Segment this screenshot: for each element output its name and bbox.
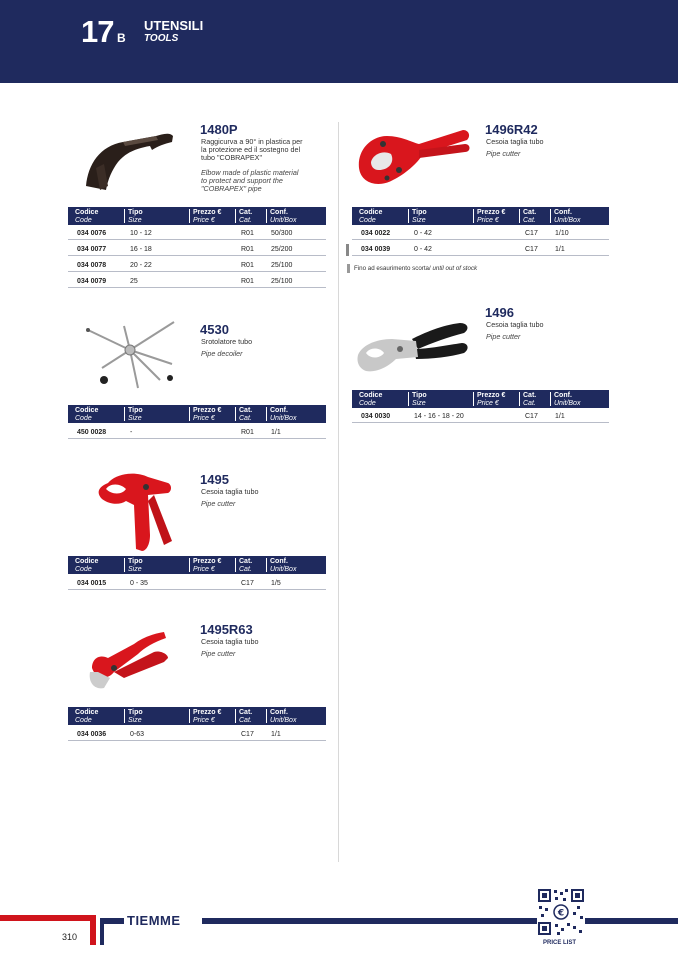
table-row: 034 0015 0 - 35 C17 1/5 <box>68 578 326 590</box>
product-desc-en-1480P: Elbow made of plastic material to protect and support the "COBRAPEX" pipe <box>201 168 299 194</box>
table-row: 034 0079 25 R01 25/100 <box>68 276 326 288</box>
price-list-label: PRICE LIST <box>543 940 577 946</box>
note-marker <box>347 264 350 273</box>
product-code-1496R42: 1496R42 <box>485 122 538 137</box>
pipe-cutter-1496R42-image <box>353 124 473 199</box>
footer-blue-bar <box>202 918 678 924</box>
product-table-1495 <box>68 556 326 592</box>
section-title: UTENSILI <box>144 18 204 33</box>
product-code-1495: 1495 <box>200 472 229 487</box>
product-desc-en-1495: Pipe cutter <box>201 499 236 508</box>
chapter-letter: B <box>117 31 126 45</box>
table-row: 034 0077 16 - 18 R01 25/200 <box>68 244 326 256</box>
table-row: 034 0076 10 - 12 R01 50/300 <box>68 228 326 240</box>
table-header: Codice Code Tipo Size Prezzo € Price € Cat. Cat. Conf. Unit/Box <box>68 707 326 725</box>
pipe-cutter-1496-image <box>352 315 472 383</box>
product-code-4530: 4530 <box>200 322 229 337</box>
table-row: 034 0039 0 - 42 C17 1/1 <box>352 244 609 256</box>
product-desc-it-1496: Cesoia taglia tubo <box>486 320 544 329</box>
product-desc-it-4530: Srotolatore tubo <box>201 337 253 346</box>
table-row: 450 0028 - R01 1/1 <box>68 427 326 439</box>
product-desc-it-1480P: Raggicurva a 90° in plastica per la protezione ed il sostegno del tubo "COBRAPEX" <box>201 137 303 163</box>
table-header: Codice Code Tipo Size Prezzo € Price € Cat. Cat. Conf. Unit/Box <box>352 390 609 408</box>
decoiler-product-image <box>82 318 180 394</box>
brand-logo: TIEMME <box>127 913 181 928</box>
chapter-number: 17 <box>81 14 114 49</box>
section-subtitle: TOOLS <box>144 33 179 44</box>
footer-red-bar <box>0 915 96 921</box>
qr-code-icon[interactable] <box>537 888 585 936</box>
table-header: Codice Code Tipo Size Prezzo € Price € Cat. Cat. Conf. Unit/Box <box>352 207 609 225</box>
table-row: 034 0036 0-63 C17 1/1 <box>68 729 326 741</box>
table-header: Codice Code Tipo Size Prezzo € Price € Cat. Cat. Conf. Unit/Box <box>68 556 326 574</box>
product-table-1495R63 <box>68 707 326 743</box>
table-row: 034 0030 14 - 16 - 18 - 20 C17 1/1 <box>352 411 609 423</box>
column-divider <box>338 122 339 862</box>
product-table-4530 <box>68 405 326 441</box>
product-desc-en-1496: Pipe cutter <box>486 332 521 341</box>
pipe-cutter-1495-image <box>88 465 183 553</box>
product-table-1480P <box>68 207 326 293</box>
product-code-1495R63: 1495R63 <box>200 622 253 637</box>
table-header: Codice Code Tipo Size Prezzo € Price € Cat. Cat. Conf. Unit/Box <box>68 207 326 225</box>
pipe-cutter-1495R63-image <box>84 628 174 696</box>
product-desc-it-1496R42: Cesoia taglia tubo <box>486 137 544 146</box>
svg-text:€: € <box>557 908 565 919</box>
product-code-1480P: 1480P <box>200 122 238 137</box>
footer-red-curve <box>90 915 96 945</box>
footer-blue-curve <box>100 921 104 945</box>
product-table-1496R42 <box>352 207 609 259</box>
stock-note: Fino ad esaurimento scorta/ until out of stock <box>354 265 478 272</box>
footer-blue-bar-left <box>100 918 124 924</box>
product-desc-it-1495R63: Cesoia taglia tubo <box>201 637 259 646</box>
table-row: 034 0022 0 - 42 C17 1/10 <box>352 228 609 240</box>
page-header <box>0 0 678 83</box>
page-number: 310 <box>62 932 78 942</box>
product-desc-it-1495: Cesoia taglia tubo <box>201 487 259 496</box>
row-marker <box>346 244 349 256</box>
elbow-product-image <box>78 124 178 199</box>
product-table-1496 <box>352 390 609 426</box>
product-desc-en-1496R42: Pipe cutter <box>486 149 521 158</box>
product-code-1496: 1496 <box>485 305 514 320</box>
product-desc-en-1495R63: Pipe cutter <box>201 649 236 658</box>
table-header: Codice Code Tipo Size Prezzo € Price € Cat. Cat. Conf. Unit/Box <box>68 405 326 423</box>
product-desc-en-4530: Pipe decoiler <box>201 349 243 358</box>
table-row: 034 0078 20 - 22 R01 25/100 <box>68 260 326 272</box>
